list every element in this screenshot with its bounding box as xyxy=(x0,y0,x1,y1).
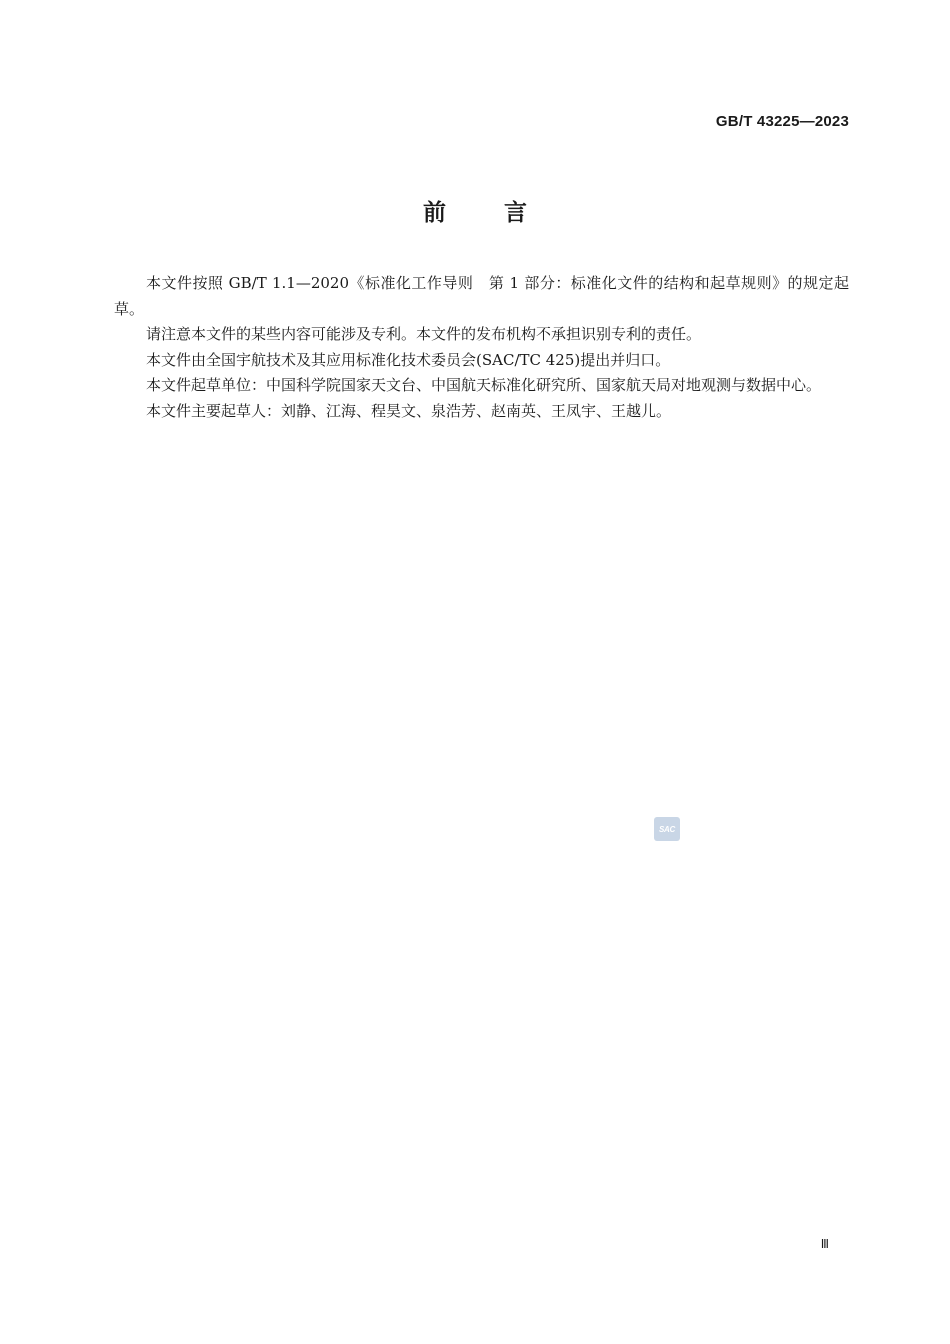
page-number: Ⅲ xyxy=(820,1237,829,1251)
foreword-body xyxy=(114,271,849,424)
paragraph-patent-notice: 请注意本文件的某些内容可能涉及专利。本文件的发布机构不承担识别专利的责任。 xyxy=(146,325,702,343)
paragraph-drafters: 本文件主要起草人：刘静、江海、程昊文、泉浩芳、赵南英、王凤宇、王越儿。 xyxy=(146,401,672,420)
page-title: 前言 xyxy=(423,200,585,226)
standard-number: GB/T 43225—2023 xyxy=(715,113,849,130)
sac-watermark-logo xyxy=(654,817,680,841)
paragraph-proposing-committee: 本文件由全国宇航技术及其应用标准化技术委员会(SAC/TC 425)提出并归口。 xyxy=(146,350,671,369)
paragraph-drafting-units: 本文件起草单位：中国科学院国家天文台、中国航天标准化研究所、国家航天局对地观测与数据中心。 xyxy=(146,376,822,394)
watermark-text: SAC xyxy=(659,824,675,834)
paragraph-drafting-rules: 本文件按照 GB/T 1.1—2020《标准化工作导则 第 1 部分：标准化文件的结构和起草规则》的规定起草。 xyxy=(114,274,849,318)
